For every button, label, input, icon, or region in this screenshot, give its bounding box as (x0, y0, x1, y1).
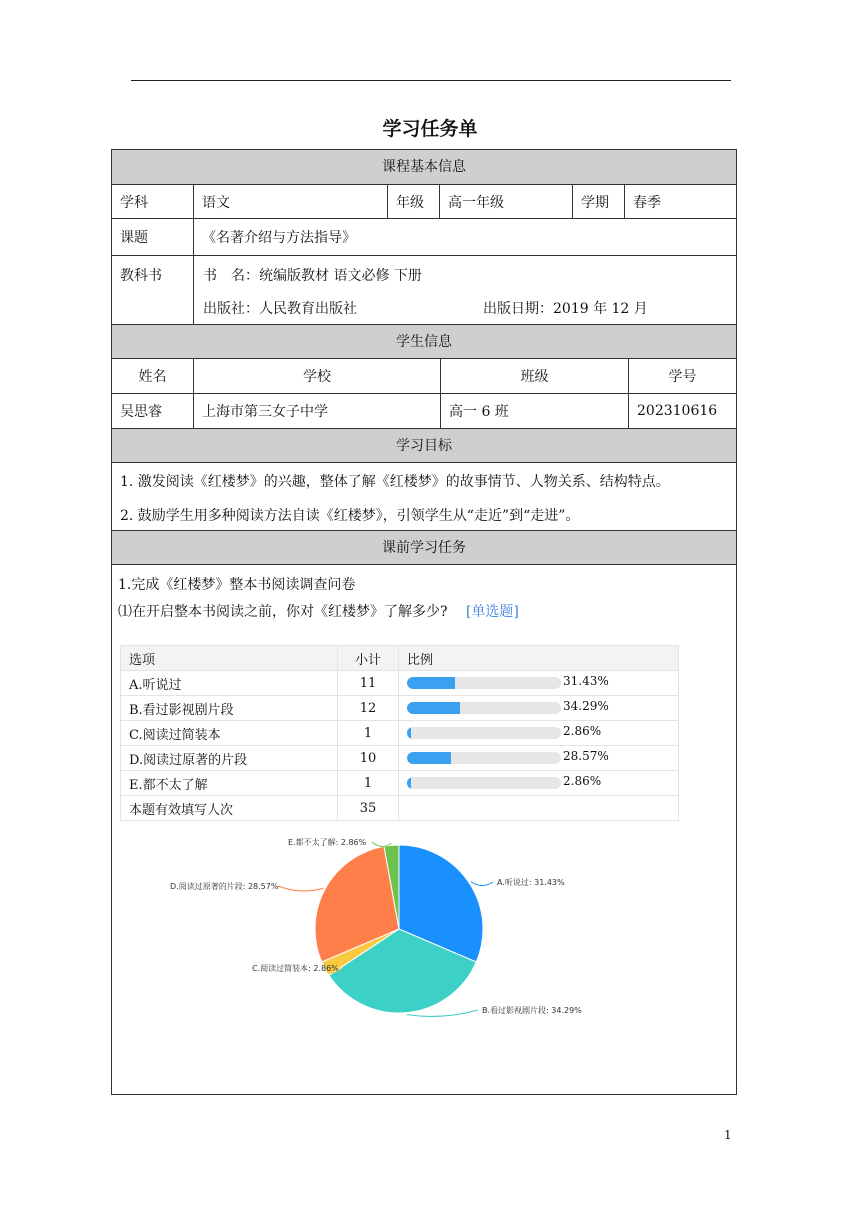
option-ratio-cell (399, 696, 679, 721)
survey-row (121, 746, 679, 771)
ratio-percent: 2.86% (563, 724, 602, 738)
school-label: 学校 (194, 359, 441, 393)
option-ratio-cell (399, 771, 679, 796)
ratio-percent: 2.86% (563, 774, 602, 788)
total-label: 本题有效填写人次 (121, 796, 338, 821)
grade-value: 高一年级 (440, 185, 573, 218)
survey-row (121, 696, 679, 721)
pie-slice-label: C.阅读过简装本: 2.86% (252, 964, 339, 973)
ratio-percent: 28.57% (563, 749, 609, 763)
textbook-pub-date: 出版日期：2019 年 12 月 (483, 301, 648, 317)
col-count-header: 小计 (338, 646, 399, 671)
total-empty (399, 796, 679, 821)
question-type-tag: [单选题] (465, 604, 519, 620)
ratio-bar-fill (407, 777, 411, 789)
pie-slice-label: B.看过影视剧片段: 34.29% (482, 1006, 582, 1015)
term-label: 学期 (573, 185, 625, 218)
student-id-label: 学号 (668, 369, 697, 385)
page-number: 1 (724, 1128, 732, 1142)
option-label: A.听说过 (121, 671, 338, 696)
ratio-bar-fill (407, 752, 451, 764)
pie-slice-label: E.都不太了解: 2.86% (288, 838, 367, 847)
topic-label: 课题 (112, 219, 194, 255)
total-count: 35 (338, 796, 399, 821)
pie-leader-line (471, 882, 493, 886)
pie-slice-label: A.听说过: 31.43% (497, 878, 565, 887)
ratio-bar-track (407, 777, 561, 789)
option-count: 12 (338, 696, 399, 721)
course-basic-row (112, 185, 736, 219)
ratio-bar (407, 696, 670, 720)
ratio-bar (407, 721, 670, 745)
ratio-bar (407, 771, 670, 795)
ratio-bar (407, 671, 670, 695)
option-count: 10 (338, 746, 399, 771)
option-count: 1 (338, 721, 399, 746)
objectives-row (112, 463, 736, 531)
student-class: 高一 6 班 (441, 394, 629, 428)
ratio-bar-fill (407, 702, 460, 714)
option-ratio-cell (399, 721, 679, 746)
student-name: 吴思睿 (112, 394, 194, 428)
option-ratio-cell (399, 746, 679, 771)
student-info-header: 学生信息 (112, 325, 736, 359)
ratio-bar-track (407, 727, 561, 739)
topic-value: 《名著介绍与方法指导》 (202, 230, 356, 246)
header-rule (131, 80, 731, 81)
total-row (121, 796, 679, 821)
subject-label: 学科 (112, 185, 194, 218)
survey-row (121, 671, 679, 696)
student-id: 202310616 (637, 403, 718, 419)
pre-class-body (112, 565, 736, 1094)
survey-question (118, 601, 519, 621)
student-header-row (112, 359, 736, 394)
student-value-row (112, 394, 736, 429)
option-ratio-cell (399, 671, 679, 696)
task-1: 1.完成《红楼梦》整本书阅读调查问卷 (118, 577, 356, 593)
option-label: E.都不太了解 (121, 771, 338, 796)
student-school: 上海市第三女子中学 (194, 394, 441, 428)
col-ratio-header: 比例 (399, 646, 679, 671)
name-label: 姓名 (112, 359, 194, 393)
ratio-bar-track (407, 677, 561, 689)
course-info-header: 课程基本信息 (112, 150, 736, 185)
subject-value: 语文 (194, 185, 388, 218)
class-label: 班级 (441, 359, 629, 393)
option-label: B.看过影视剧片段 (121, 696, 338, 721)
grade-label: 年级 (388, 185, 440, 218)
task-sheet-table (111, 149, 737, 1095)
textbook-row (112, 256, 736, 325)
ratio-bar-track (407, 702, 561, 714)
document-title: 学习任务单 (382, 118, 478, 140)
ratio-percent: 31.43% (563, 674, 609, 688)
survey-row (121, 721, 679, 746)
term-value: 春季 (633, 194, 661, 211)
table-header-row (121, 646, 679, 671)
objectives-header: 学习目标 (112, 429, 736, 463)
survey-result-table (120, 645, 679, 821)
ratio-percent: 34.29% (563, 699, 609, 713)
objective-item: 2. 鼓励学生用多种阅读方法自读《红楼梦》，引领学生从“走近”到“走进”。 (120, 508, 580, 524)
option-label: D.阅读过原著的片段 (121, 746, 338, 771)
option-count: 1 (338, 771, 399, 796)
option-label: C.阅读过简装本 (121, 721, 338, 746)
objective-item: 1. 激发阅读《红楼梦》的兴趣，整体了解《红楼梦》的故事情节、人物关系、结构特点。 (120, 474, 670, 490)
option-count: 11 (338, 671, 399, 696)
textbook-name: 书 名：统编版教材 语文必修 下册 (203, 268, 422, 284)
col-option-header: 选项 (121, 646, 338, 671)
pie-leader-line (278, 886, 323, 891)
pre-class-header: 课前学习任务 (112, 531, 736, 565)
pie-slice-label: D.阅读过原著的片段: 28.57% (170, 882, 279, 891)
ratio-bar-track (407, 752, 561, 764)
textbook-label: 教科书 (112, 256, 194, 324)
ratio-bar-fill (407, 727, 411, 739)
topic-row (112, 219, 736, 256)
survey-question-text: ⑴在开启整本书阅读之前，你对《红楼梦》了解多少? (118, 604, 448, 620)
ratio-bar (407, 746, 670, 770)
textbook-publisher: 出版社：人民教育出版社 (203, 301, 357, 317)
survey-pie-chart (152, 831, 712, 1031)
survey-row (121, 771, 679, 796)
ratio-bar-fill (407, 677, 455, 689)
